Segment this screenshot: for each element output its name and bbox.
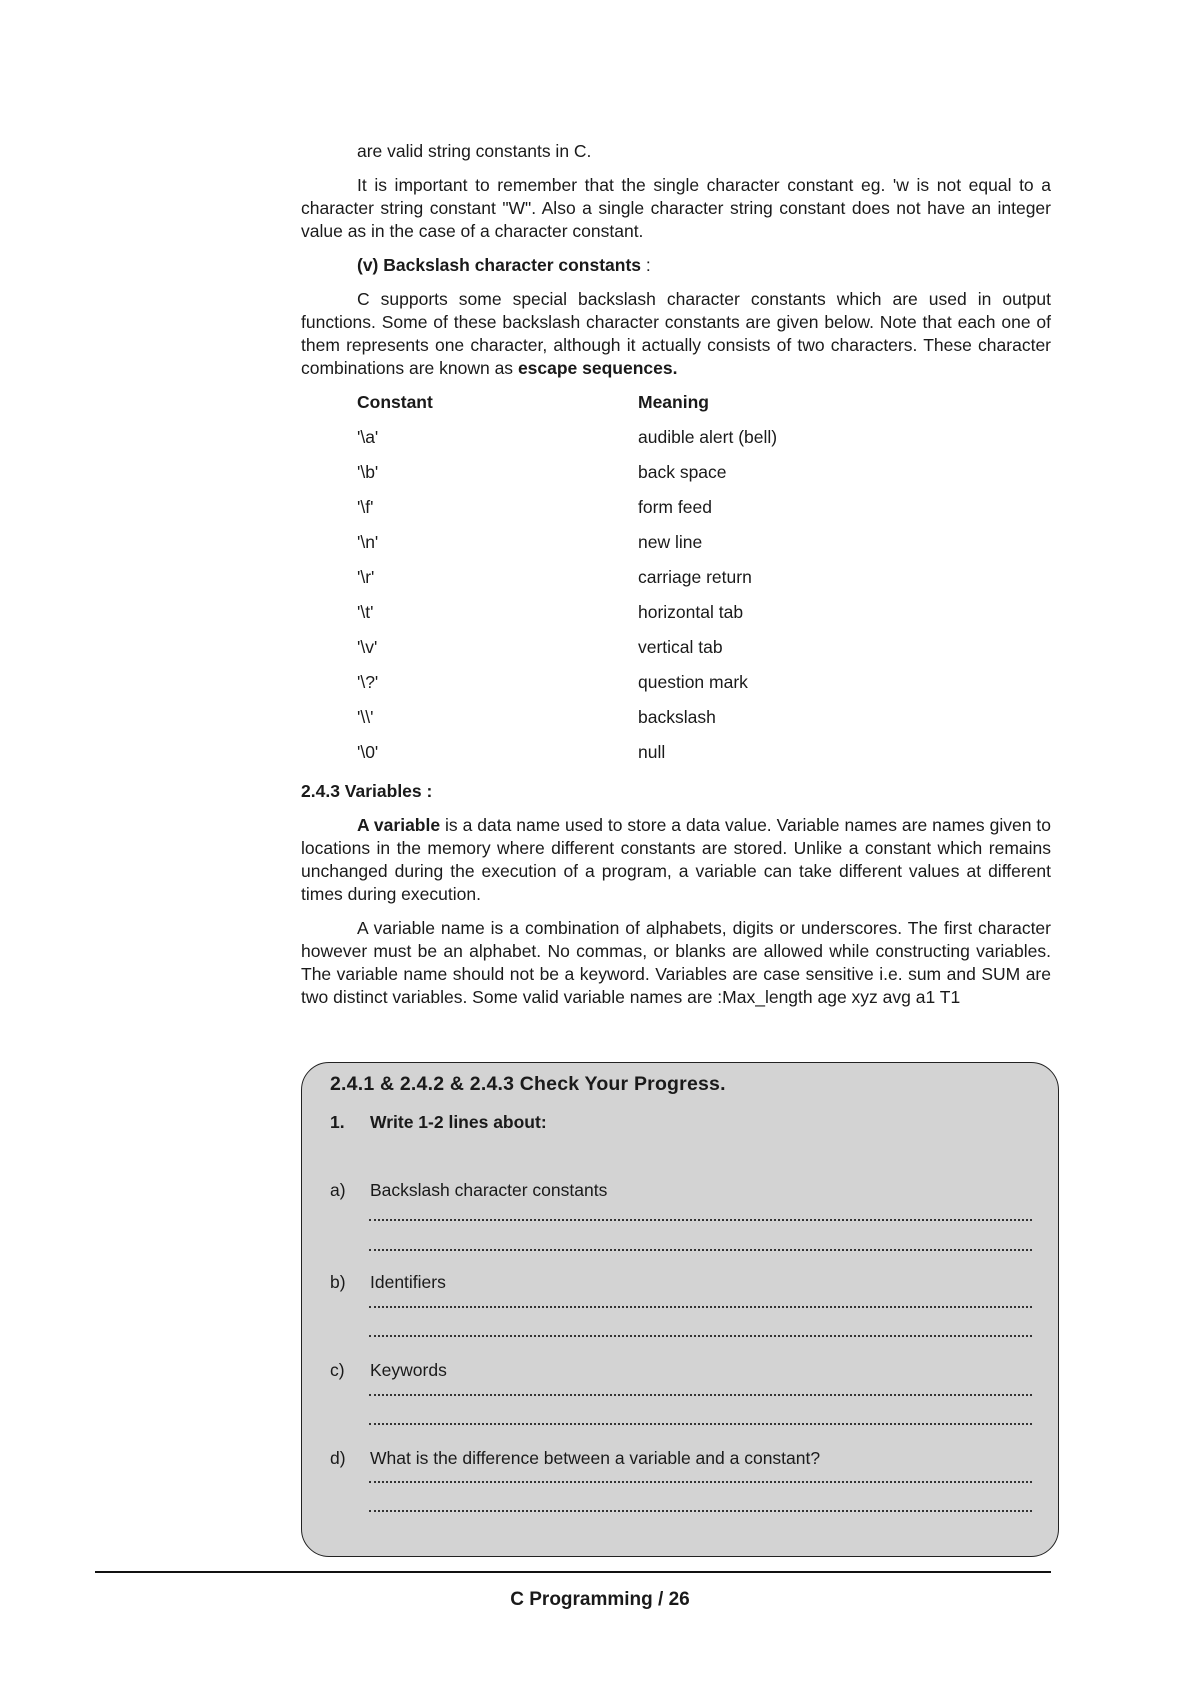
answer-line[interactable]: [369, 1306, 1032, 1308]
column-header-constant: Constant: [357, 392, 433, 412]
constant-cell: '\b': [357, 462, 379, 482]
answer-line[interactable]: [369, 1423, 1032, 1425]
table-row: [357, 706, 997, 741]
meaning-cell: question mark: [638, 672, 748, 692]
answer-line[interactable]: [369, 1394, 1032, 1396]
constant-cell: '\0': [357, 742, 379, 762]
item-label: d): [330, 1448, 346, 1468]
item-text: What is the difference between a variable and a constant?: [370, 1448, 821, 1468]
constant-cell: '\n': [357, 532, 379, 552]
item-label: c): [330, 1360, 345, 1380]
constant-cell: '\r': [357, 567, 375, 587]
paragraph-backslash: [301, 288, 1051, 380]
meaning-cell: carriage return: [638, 567, 752, 587]
column-header-meaning: Meaning: [638, 392, 709, 412]
meaning-cell: backslash: [638, 707, 716, 727]
table-row: [357, 496, 997, 531]
question-item-c: [330, 1359, 447, 1382]
constant-cell: '\f': [357, 497, 374, 517]
backslash-heading: [357, 254, 1051, 277]
variable-term: A variable: [357, 815, 441, 835]
progress-title: 2.4.1 & 2.4.2 & 2.4.3 Check Your Progress.: [330, 1073, 726, 1095]
meaning-cell: null: [638, 742, 666, 762]
meaning-cell: audible alert (bell): [638, 427, 778, 447]
item-text: Backslash character constants: [370, 1180, 608, 1200]
paragraph-variable-definition: [301, 814, 1051, 906]
constant-cell: '\\': [357, 707, 374, 727]
answer-line[interactable]: [369, 1249, 1032, 1251]
paragraph-backslash-text: C supports some special backslash character constants which are used in output functions. Some of these backslash character constants are given below. Note that each one of them represents one character, although it actually consists of two characters. These character combinations are known as: [301, 289, 1051, 378]
answer-line[interactable]: [369, 1335, 1032, 1337]
constant-cell: '\?': [357, 672, 379, 692]
answer-line[interactable]: [369, 1219, 1032, 1221]
backslash-heading-suffix: :: [641, 255, 651, 275]
paragraph-variable-names: A variable name is a combination of alphabets, digits or underscores. The first character however must be an alphabet. No commas, or blanks are allowed while constructing variables. The variable name should not be a keyword. Variables are case sensitive i.e. sum and SUM are two distinct variables. Some valid variable names are :Max_length age xyz avg a1 T1: [301, 918, 1051, 1007]
item-text: Keywords: [370, 1360, 447, 1380]
meaning-cell: form feed: [638, 497, 712, 517]
constant-cell: '\t': [357, 602, 374, 622]
escape-sequences-term: escape sequences.: [517, 358, 678, 378]
constant-cell: '\v': [357, 637, 378, 657]
intro-line: are valid string constants in C.: [357, 141, 592, 161]
question-item-d: [330, 1447, 820, 1470]
meaning-cell: horizontal tab: [638, 602, 744, 622]
escape-sequence-table: [357, 391, 997, 776]
meaning-cell: back space: [638, 462, 727, 482]
question-item-b: [330, 1271, 446, 1294]
question-item-a: [330, 1179, 607, 1202]
table-row: [357, 671, 997, 706]
answer-line[interactable]: [369, 1510, 1032, 1512]
item-text: Identifiers: [370, 1272, 446, 1292]
table-row: [357, 426, 997, 461]
item-label: a): [330, 1180, 346, 1200]
meaning-cell: vertical tab: [638, 637, 723, 657]
question-text: Write 1-2 lines about:: [370, 1112, 547, 1132]
table-header: [357, 391, 997, 426]
item-label: b): [330, 1272, 346, 1292]
table-row: [357, 601, 997, 636]
question-number: 1.: [330, 1112, 345, 1132]
table-row: [357, 741, 997, 776]
paragraph-variable-text: is a data name used to store a data value. Variable names are names given to locations in the memory where different constants are stored. Unlike a constant which remains unchanged during the execution of a program, a variable can take different values at different times during execution.: [301, 815, 1051, 904]
table-row: [357, 531, 997, 566]
check-your-progress-box: [301, 1062, 1059, 1557]
table-row: [357, 461, 997, 496]
page-footer: C Programming / 26: [510, 1589, 690, 1610]
page-content: [301, 140, 1051, 1020]
table-row: [357, 636, 997, 671]
answer-line[interactable]: [369, 1481, 1032, 1483]
constant-cell: '\a': [357, 427, 379, 447]
paragraph-important: It is important to remember that the single character constant eg. 'w is not equal to a character string constant "W". Also a single character string constant does not have an integer value as in the case of a character constant.: [301, 175, 1051, 241]
table-row: [357, 566, 997, 601]
footer-rule: [95, 1571, 1051, 1573]
variables-heading: 2.4.3 Variables :: [301, 781, 433, 801]
meaning-cell: new line: [638, 532, 703, 552]
backslash-heading-text: (v) Backslash character constants: [357, 255, 642, 275]
question-1: [330, 1111, 547, 1134]
